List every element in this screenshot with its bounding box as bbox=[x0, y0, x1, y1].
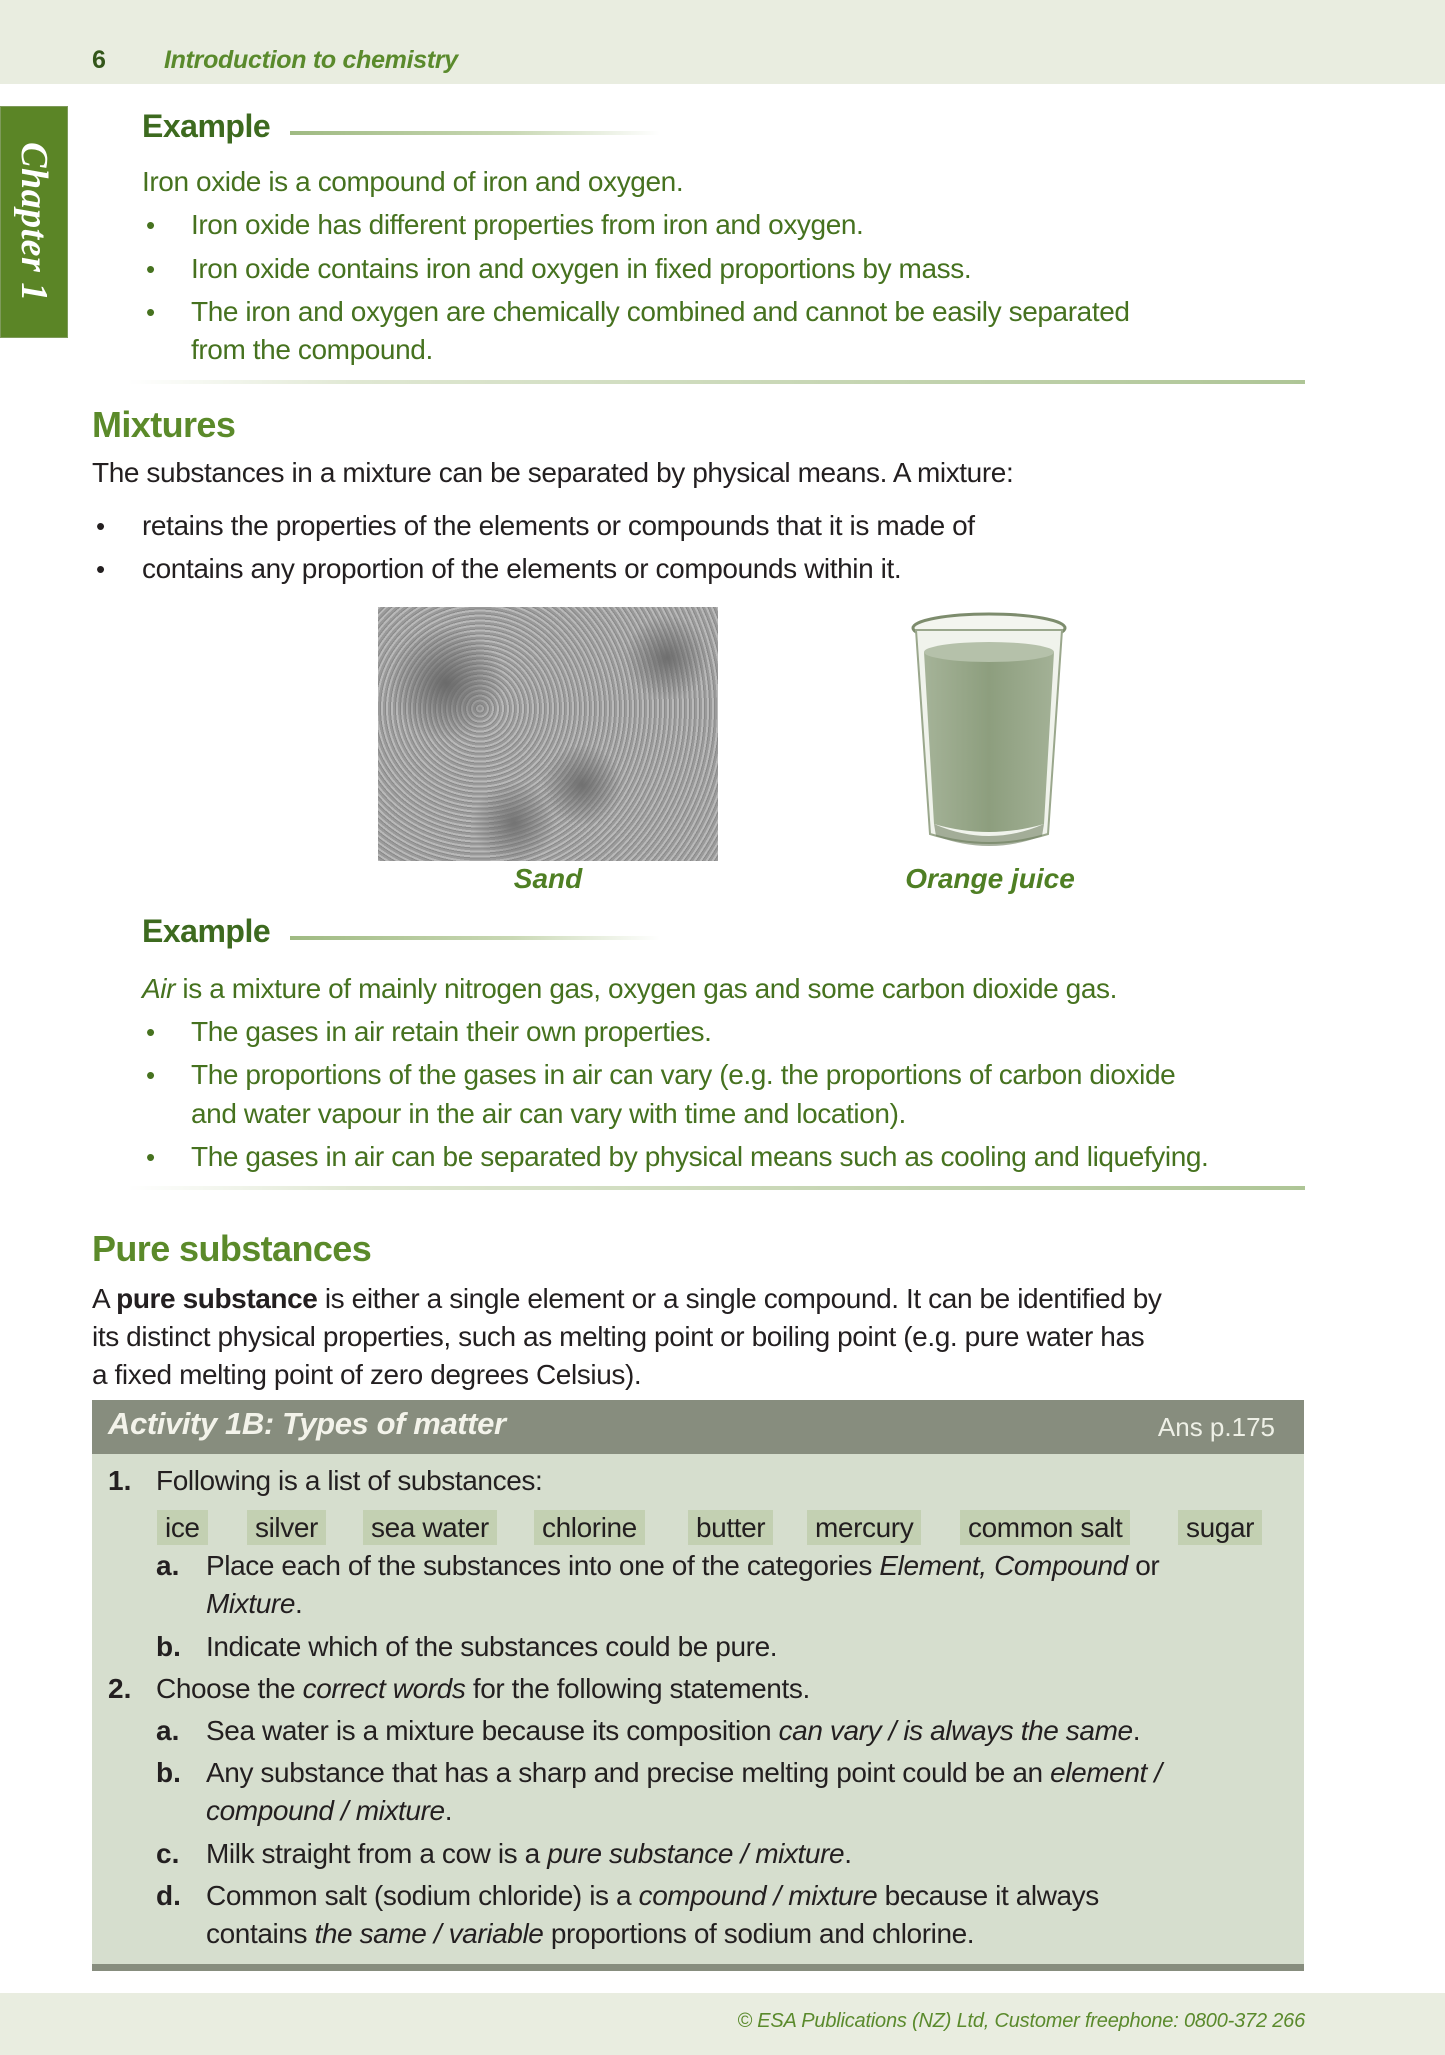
q2a-italic: can vary / is always the same bbox=[778, 1715, 1133, 1746]
section-heading-mixtures: Mixtures bbox=[92, 404, 236, 445]
example-heading-rule bbox=[290, 131, 660, 135]
pure-line-2: its distinct physical properties, such as melting point or boiling point (e.g. pure water has bbox=[92, 1321, 1145, 1352]
substance-chip: chlorine bbox=[534, 1510, 645, 1545]
q2-post: for the following statements. bbox=[465, 1673, 810, 1704]
q2b-pre: Any substance that has a sharp and precise melting point could be an bbox=[206, 1757, 1051, 1788]
running-title: Introduction to chemistry bbox=[164, 46, 458, 74]
question-1a-text bbox=[206, 1547, 1159, 1585]
question-2d-text bbox=[206, 1877, 1099, 1915]
q2d-pre: Common salt (sodium chloride) is a bbox=[206, 1880, 639, 1911]
q2d-post: proportions of sodium and chlorine. bbox=[543, 1918, 975, 1949]
mixtures-bullet: contains any proportion of the elements or compounds within it. bbox=[142, 553, 902, 584]
glass-of-juice-photo bbox=[910, 612, 1068, 852]
q2d-italic-2: the same / variable bbox=[314, 1918, 544, 1949]
q2c-post: . bbox=[844, 1838, 852, 1869]
question-2a-text bbox=[206, 1712, 1140, 1750]
q2a-post: . bbox=[1132, 1715, 1141, 1746]
example-bullet-continuation: from the compound. bbox=[191, 334, 433, 365]
sub-question-label: b. bbox=[156, 1757, 181, 1788]
q2d-italic-1: compound / mixture bbox=[638, 1880, 878, 1911]
activity-title: Activity 1B: Types of matter bbox=[108, 1406, 506, 1441]
chapter-tab-label: Chapter 1 bbox=[13, 142, 56, 302]
bullet-icon: • bbox=[146, 297, 156, 327]
q2c-italic: pure substance / mixture bbox=[547, 1838, 845, 1869]
example-bullet: The iron and oxygen are chemically combined and cannot be easily separated bbox=[191, 296, 1130, 327]
q2d-pre2: contains bbox=[206, 1918, 315, 1949]
pure-substance-term: pure substance bbox=[116, 1283, 318, 1314]
activity-bottom-rule bbox=[92, 1964, 1304, 1971]
question-1-text: Following is a list of substances: bbox=[156, 1465, 543, 1496]
mixtures-intro: The substances in a mixture can be separated by physical means. A mixture: bbox=[92, 457, 1014, 488]
q2b-italic-2: compound / mixture bbox=[206, 1795, 445, 1826]
q2c-pre: Milk straight from a cow is a bbox=[206, 1838, 548, 1869]
orange-juice-caption: Orange juice bbox=[905, 863, 1075, 894]
pure-line-3: a fixed melting point of zero degrees Celsius). bbox=[92, 1359, 642, 1390]
sub-question-label: b. bbox=[156, 1631, 181, 1662]
bullet-icon: • bbox=[146, 1060, 156, 1090]
example2-bullet: The gases in air can be separated by physical means such as cooling and liquefying. bbox=[191, 1141, 1209, 1172]
substance-chip: sugar bbox=[1178, 1510, 1262, 1545]
footer-copyright: © ESA Publications (NZ) Ltd, Customer freephone: 0800-372 266 bbox=[737, 2010, 1305, 2032]
activity-answer-ref: Ans p.175 bbox=[1157, 1412, 1275, 1442]
example2-intro-air: Air bbox=[142, 973, 176, 1004]
substance-chip: mercury bbox=[807, 1510, 921, 1545]
question-2b-text bbox=[206, 1754, 1162, 1792]
example-bullet: Iron oxide contains iron and oxygen in fixed proportions by mass. bbox=[191, 253, 972, 284]
question-2c-text bbox=[206, 1835, 852, 1873]
q1a-italic: Element, Compound bbox=[879, 1550, 1128, 1581]
example-heading: Example bbox=[142, 108, 271, 144]
question-number: 2. bbox=[108, 1673, 132, 1704]
q2b-italic-1: element / bbox=[1050, 1757, 1162, 1788]
chapter-tab bbox=[0, 106, 68, 338]
q1a-pre: Place each of the substances into one of the categories bbox=[206, 1550, 880, 1581]
q2b-post: . bbox=[444, 1795, 453, 1826]
sand-caption: Sand bbox=[513, 863, 583, 894]
example-end-rule bbox=[128, 1186, 1305, 1190]
example2-bullet-continuation: and water vapour in the air can vary with time and location). bbox=[191, 1098, 906, 1129]
substance-chip: butter bbox=[688, 1510, 773, 1545]
question-2b-continuation bbox=[206, 1792, 452, 1830]
q1a-italic-mixture: Mixture bbox=[206, 1588, 295, 1619]
question-1a-continuation bbox=[206, 1585, 302, 1623]
question-1b-text: Indicate which of the substances could be pure. bbox=[206, 1631, 778, 1662]
example-bullet: Iron oxide has different properties from iron and oxygen. bbox=[191, 209, 864, 240]
sub-question-label: a. bbox=[156, 1715, 180, 1746]
substance-chip: common salt bbox=[960, 1510, 1130, 1545]
example2-intro-rest: is a mixture of mainly nitrogen gas, oxygen gas and some carbon dioxide gas. bbox=[175, 973, 1117, 1004]
bullet-icon: • bbox=[146, 1142, 156, 1172]
section-heading-pure-substances: Pure substances bbox=[92, 1228, 372, 1269]
example-end-rule bbox=[128, 380, 1305, 384]
example-intro: Iron oxide is a compound of iron and oxygen. bbox=[142, 166, 684, 197]
question-2d-continuation bbox=[206, 1915, 974, 1953]
q2a-pre: Sea water is a mixture because its composition bbox=[206, 1715, 779, 1746]
example2-bullet: The proportions of the gases in air can vary (e.g. the proportions of carbon dioxide bbox=[191, 1059, 1176, 1090]
sand-photo bbox=[378, 607, 718, 861]
bullet-icon: • bbox=[96, 554, 106, 584]
substance-chip: ice bbox=[157, 1510, 208, 1545]
example2-intro bbox=[142, 970, 1117, 1008]
q1a-post: . bbox=[295, 1588, 303, 1619]
sub-question-label: a. bbox=[156, 1550, 180, 1581]
mixtures-bullet: retains the properties of the elements or compounds that it is made of bbox=[142, 510, 975, 541]
bullet-icon: • bbox=[146, 254, 156, 284]
substance-chip: silver bbox=[247, 1510, 326, 1545]
question-number: 1. bbox=[108, 1465, 132, 1496]
sub-question-label: d. bbox=[156, 1880, 181, 1911]
bullet-icon: • bbox=[146, 210, 156, 240]
example-heading-rule bbox=[290, 936, 660, 940]
q2-pre: Choose the bbox=[156, 1673, 303, 1704]
question-2-text bbox=[156, 1670, 810, 1708]
q2-italic: correct words bbox=[302, 1673, 466, 1704]
sub-question-label: c. bbox=[156, 1838, 180, 1869]
example2-bullet: The gases in air retain their own properties. bbox=[191, 1016, 712, 1047]
bullet-icon: • bbox=[146, 1017, 156, 1047]
page-number: 6 bbox=[92, 46, 106, 74]
q1a-mid: or bbox=[1127, 1550, 1160, 1581]
pure-line-1-pre: A bbox=[92, 1283, 117, 1314]
bullet-icon: • bbox=[96, 511, 106, 541]
example-heading: Example bbox=[142, 913, 271, 949]
substance-chip: sea water bbox=[363, 1510, 497, 1545]
pure-line-1-post: is either a single element or a single compound. It can be identified by bbox=[317, 1283, 1162, 1314]
q2d-mid: because it always bbox=[877, 1880, 1099, 1911]
pure-line-1 bbox=[92, 1280, 1161, 1318]
